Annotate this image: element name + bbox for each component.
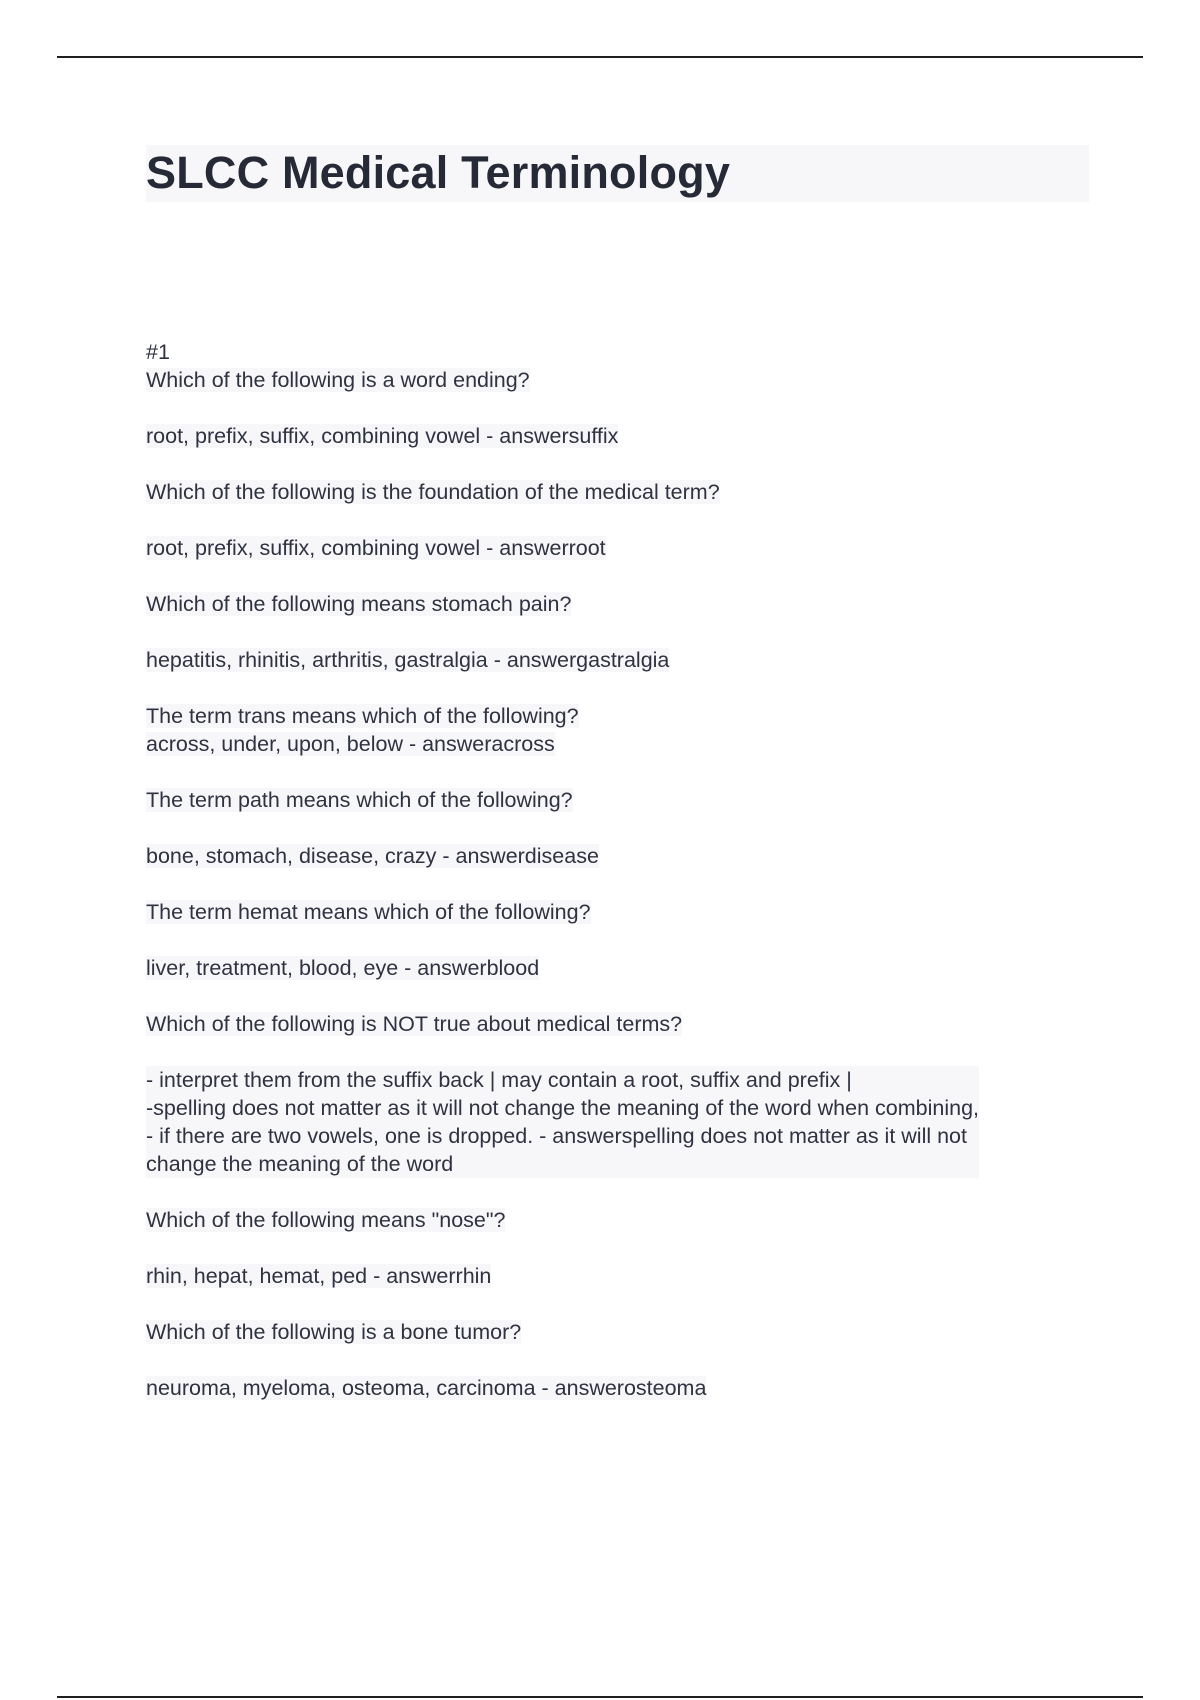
answer-2: root, prefix, suffix, combining vowel - answerroot xyxy=(146,536,606,560)
document-title: SLCC Medical Terminology xyxy=(146,147,731,198)
answer-7-line-3: - if there are two vowels, one is dropped. - answerspelling does not matter as it will not xyxy=(146,1124,967,1148)
question-6: The term hemat means which of the following? xyxy=(146,900,591,924)
answer-3: hepatitis, rhinitis, arthritis, gastralgia - answergastralgia xyxy=(146,648,670,672)
question-8: Which of the following means "nose"? xyxy=(146,1208,506,1232)
answer-6: liver, treatment, blood, eye - answerblood xyxy=(146,956,540,980)
document-body xyxy=(146,338,1086,1430)
question-5: The term path means which of the following? xyxy=(146,788,573,812)
answer-4: across, under, upon, below - answeracross xyxy=(146,732,555,756)
answer-7 xyxy=(146,1066,979,1178)
top-rule xyxy=(57,56,1143,58)
question-3: Which of the following means stomach pain? xyxy=(146,592,572,616)
section-number: #1 xyxy=(146,340,170,364)
answer-9: neuroma, myeloma, osteoma, carcinoma - answerosteoma xyxy=(146,1376,707,1400)
answer-7-line-1: - interpret them from the suffix back | may contain a root, suffix and prefix | xyxy=(146,1068,852,1092)
answer-7-line-2: -spelling does not matter as it will not change the meaning of the word when combining, xyxy=(146,1096,979,1120)
question-4: The term trans means which of the following? xyxy=(146,704,579,728)
answer-1: root, prefix, suffix, combining vowel - answersuffix xyxy=(146,424,619,448)
answer-7-line-4: change the meaning of the word xyxy=(146,1152,454,1176)
answer-8: rhin, hepat, hemat, ped - answerrhin xyxy=(146,1264,492,1288)
answer-5: bone, stomach, disease, crazy - answerdisease xyxy=(146,844,599,868)
bottom-rule xyxy=(57,1696,1143,1698)
question-9: Which of the following is a bone tumor? xyxy=(146,1320,522,1344)
question-1: Which of the following is a word ending? xyxy=(146,368,530,392)
question-7: Which of the following is NOT true about medical terms? xyxy=(146,1012,683,1036)
question-2: Which of the following is the foundation of the medical term? xyxy=(146,480,720,504)
